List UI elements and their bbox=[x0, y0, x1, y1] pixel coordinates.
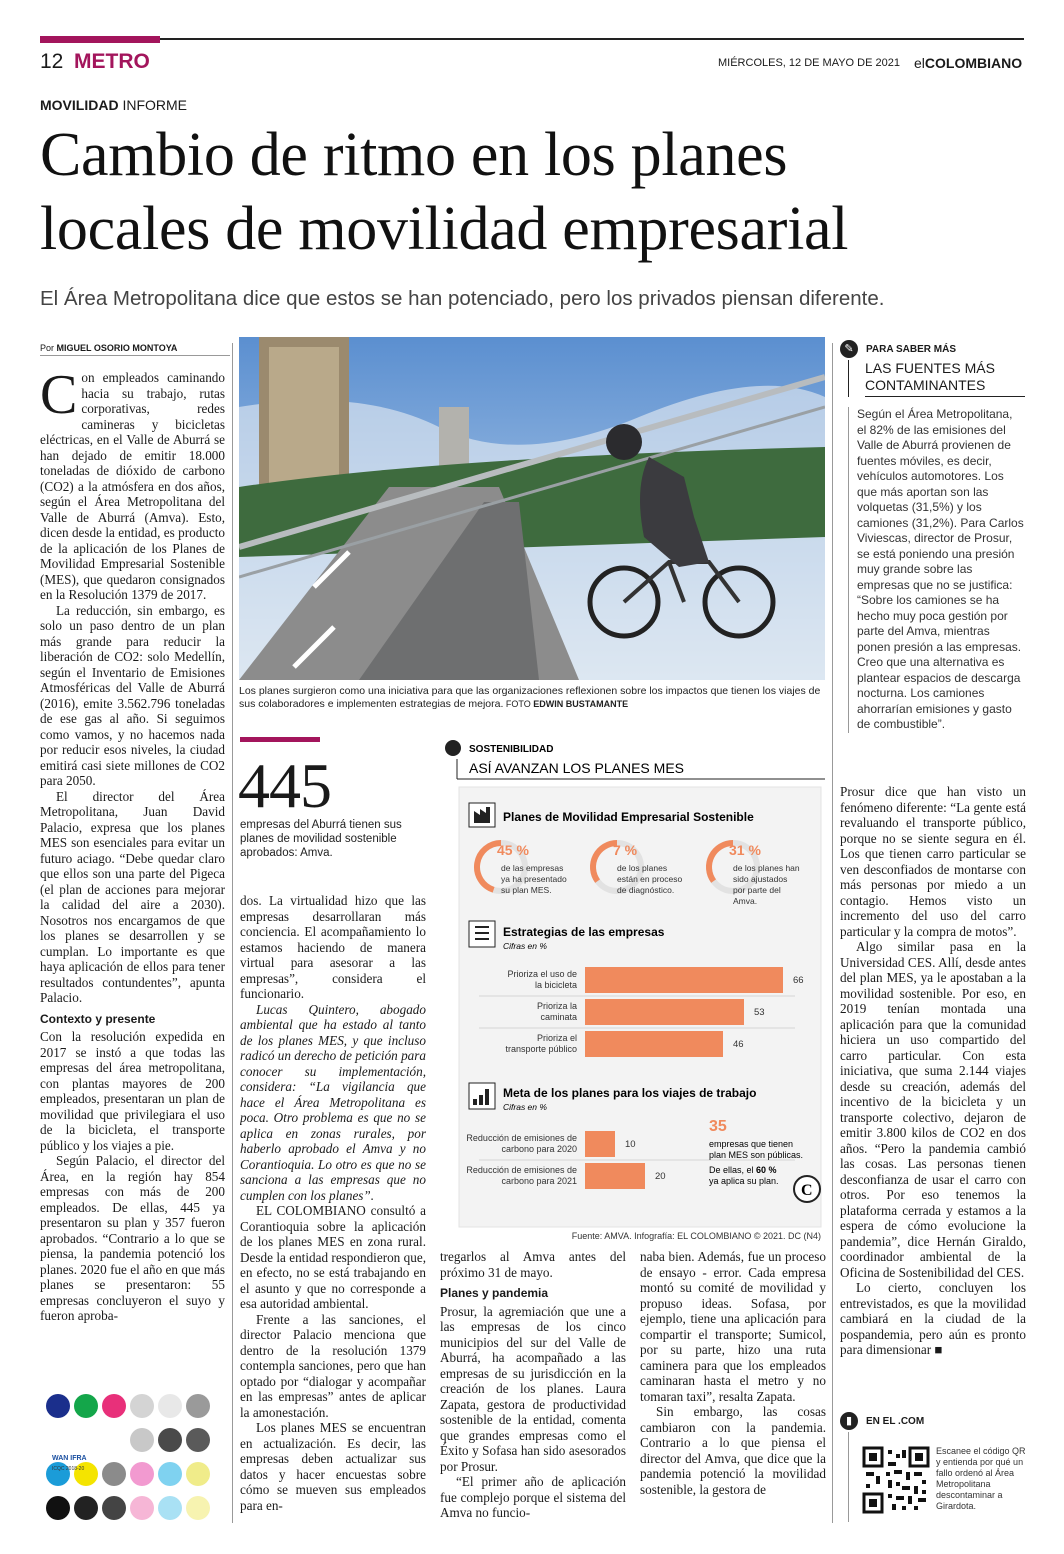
section2-subtitle: Cifras en % bbox=[503, 941, 547, 951]
main-photo bbox=[239, 337, 825, 680]
bar-label: transporte público bbox=[505, 1044, 577, 1054]
color-swatch bbox=[102, 1462, 126, 1486]
pin-icon: ✎ bbox=[840, 340, 858, 358]
column-rule-1 bbox=[232, 343, 233, 1523]
qr-code-icon[interactable] bbox=[862, 1446, 930, 1514]
color-swatch bbox=[130, 1428, 154, 1452]
color-swatch bbox=[102, 1394, 126, 1418]
infographic-label: SOSTENIBILIDAD bbox=[469, 744, 554, 755]
donut-label: de las empresas bbox=[501, 863, 564, 873]
color-swatch bbox=[158, 1428, 182, 1452]
bar-label: Reducción de emisiones de bbox=[466, 1165, 577, 1175]
bar bbox=[585, 967, 783, 993]
print-cert: ICQC 2018-20 bbox=[52, 1466, 85, 1472]
donut-label: por parte del bbox=[733, 885, 781, 895]
section3-title: Meta de los planes para los viajes de trabajo bbox=[503, 1086, 757, 1100]
column-rule-2 bbox=[832, 343, 833, 1523]
bar-value: 53 bbox=[754, 1007, 765, 1018]
bar bbox=[585, 999, 744, 1025]
page-number: 12 bbox=[40, 50, 64, 73]
bar bbox=[585, 1131, 615, 1157]
article-column-3: tregarlos al Amva antes del próximo 31 de mayo. Planes y pandemia Prosur, la agremiación que une a las empresas de los cinco municipios del sur del Valle de Aburrá, ha acompañado a las empresas de su jurisdicción en la creación de los planes. Laura Zapata, gestora de productividad sostenible de la entidad, comenta que grandes empresas como el Éxito y Sofasa han sido asesorados por Prosur. “El primer año de aplicación fue complejo porque el sistema del Amva no funcio- bbox=[440, 1249, 626, 1519]
bar-value: 46 bbox=[733, 1039, 744, 1050]
donut-value: 31 % bbox=[729, 842, 761, 858]
bar-label: Prioriza el uso de bbox=[507, 969, 577, 979]
issue-date: MIÉRCOLES, 12 DE MAYO DE 2021 bbox=[718, 57, 900, 69]
callout-number: 35 bbox=[709, 1118, 727, 1135]
web-label: EN EL .COM bbox=[866, 1415, 925, 1427]
tree-icon bbox=[445, 740, 461, 756]
print-color-bar bbox=[44, 1392, 224, 1528]
bar-value: 10 bbox=[625, 1139, 636, 1150]
stat-number: 445 bbox=[238, 750, 331, 821]
infographic-source: Fuente: AMVA. Infografía: EL COLOMBIANO © 2021. DC (N4) bbox=[571, 1231, 821, 1241]
donut-value: 7 % bbox=[613, 842, 638, 858]
bar-label: carbono para 2021 bbox=[501, 1176, 577, 1186]
section3-subtitle: Cifras en % bbox=[503, 1102, 547, 1112]
donut-value: 45 % bbox=[497, 842, 529, 858]
color-swatch bbox=[74, 1394, 98, 1418]
byline-rule bbox=[40, 355, 230, 356]
color-swatch bbox=[130, 1496, 154, 1520]
donut-label: ya ha presentado bbox=[501, 874, 567, 884]
bar-label: carbono para 2020 bbox=[501, 1144, 577, 1154]
donut-label: de diagnóstico. bbox=[617, 885, 675, 895]
donut-label: Amva. bbox=[733, 896, 758, 906]
donut-label: sido ajustados bbox=[733, 874, 788, 884]
top-rule-accent bbox=[40, 36, 160, 43]
web-text: Escanee el código QR y entienda por qué un fallo ordenó al Área Metropolitana descontaminar a Girardota. bbox=[936, 1446, 1026, 1511]
newspaper-brand: elCOLOMBIANO bbox=[914, 55, 1023, 71]
cyclist-photo-illustration bbox=[239, 337, 825, 680]
color-swatch bbox=[158, 1496, 182, 1520]
bar bbox=[585, 1031, 723, 1057]
sidebar-label: PARA SABER MÁS bbox=[866, 343, 957, 355]
color-swatch bbox=[130, 1462, 154, 1486]
web-box bbox=[840, 1412, 1026, 1511]
headline: Cambio de ritmo en los planes locales de movilidad empresarial bbox=[40, 121, 849, 263]
bar-value: 66 bbox=[793, 975, 804, 986]
color-swatch bbox=[158, 1462, 182, 1486]
article-column-1: Con empleados caminando hacia su trabajo, rutas corporativas, redes camineras y bicicletas eléctricas, en el Valle de Aburrá se han dejado de emitir 18.000 toneladas de dióxido de carbono (CO2) a la atmósfera en dos años, según el Área Metropolitana del Valle de Aburrá (Amva). Esto, dicen desde la entidad, es producto de la aplicación de los Planes de Movilidad Empresarial Sostenible (MES), que quedaron consignados en la Resolución 1379 de 2017. La reducción, sin embargo, es solo un paso dentro de un plan más grande para reducir la liberación de CO2: solo Medellín, según el Inventario de Emisiones Atmosféricas del Valle de Aburrá (2016), emite 3.562.796 toneladas de ese gas al año. Si seguimos como vamos, y no hacemos nada por reducir esos niveles, la ciudad emitirá casi siete millones de CO2 para 2050. El director del Área Metropolitana, Juan David Palacio, expresa que los planes MES son esenciales para evitar un futuro aciago. “Debe quedar claro que ellos son una parte del Pigeca (el plan de acciones para mejorar la calidad del aire a 2030). Nosotros nos encargamos de que los planes se desarrollen y se cumplan. Lo importante es que haya aplicación de ellos para tener resultados contundentes”, apunta Palacio. Contexto y presente Con la resolución expedida en 2017 se instó a que todas las empresas del área metropolitana, con plantas mayores de 200 empleados, presentaran un plan de movilidad que privilegiara el uso de la bicicleta, el transporte público y los viajes a pie. Según Palacio, el director del Área, en la región hay 854 empresas con más de 200 empleados. De ellas, 445 ya presentaron su plan y 357 fueron aprobados. “Contrario a lo que se piensa, la pandemia potenció los planes. 2020 fue el año en que más planes se presentaron: 55 empresas concluyeron el suyo y fueron aproba- bbox=[40, 370, 225, 1323]
callout-text-2: De ellas, el 60 % bbox=[709, 1165, 777, 1175]
photo-caption: Los planes surgieron como una iniciativa para que las organizaciones reflexionen sobre los impactos que tienen los viajes de sus colaboradores e implementen estrategias de mejora. FOTO EDWIN BUSTAMANTE bbox=[239, 685, 821, 710]
bar-value: 20 bbox=[655, 1171, 666, 1182]
section2-title: Estrategias de las empresas bbox=[503, 925, 665, 939]
bar bbox=[585, 1163, 645, 1189]
color-swatch bbox=[186, 1394, 210, 1418]
color-swatch bbox=[46, 1394, 70, 1418]
infographic bbox=[439, 739, 825, 1245]
deck: El Área Metropolitana dice que estos se han potenciado, pero los privados piensan diferente. bbox=[40, 287, 885, 310]
article-column-5: Prosur dice que han visto un fenómeno diferente: “La gente está revaluando el transporte público, porque no se siente segura en él. Los que tienen carro particular se ven desconfiados de montarse con más personas por miedo a un contagio. Hemos visto un incremento del uso del carro particular y la compra de motos”. Algo similar pasa en la Universidad CES. Allí, desde antes del plan MES, ya le apostaban a la movilidad sostenible. Por eso, en 2019 tenían montada una aplicación para que la comunidad hiciera un uso compartido del carro particular. Con esta iniciativa, que suma 2.144 viajes desde su creación, además del incentivo de la bicicleta y un transporte colectivo, dejaron de emitir 3.800 kilos de CO2 en dos años. “Pero la pandemia cambió las cosas. Las personas tienen desconfianza de usar el carro con otros. Por eso tenemos la plataforma cerrada y estamos a la espera de cómo evolucione la pandemia”, dice Hernán Giraldo, coordinador ambiental de la Oficina de Sostenibilidad del CES. Lo cierto, concluyen los entrevistados, es que la movilidad cambiará en la ciudad de la pospandemia, pero aún es pronto para dimensionar ■ bbox=[840, 784, 1026, 1357]
color-swatch bbox=[158, 1394, 182, 1418]
phone-icon: ▮ bbox=[840, 1412, 858, 1430]
stat-text: empresas del Aburrá tienen sus planes de movilidad sostenible aprobados: Amva. bbox=[240, 819, 402, 859]
bar-label: Reducción de emisiones de bbox=[466, 1133, 577, 1143]
subhead-pandemia: Planes y pandemia bbox=[440, 1286, 549, 1300]
section-name: METRO bbox=[74, 50, 150, 73]
color-swatch bbox=[186, 1462, 210, 1486]
bar-label: Prioriza la bbox=[536, 1001, 577, 1011]
color-swatch bbox=[186, 1428, 210, 1452]
web-box-rule bbox=[848, 1432, 849, 1522]
article-column-4: naba bien. Además, fue un proceso de ensayo - error. Cada empresa montó su comité de movilidad y propuso ideas. Sofasa, por ejemplo, tiene una aplicación para compartir el transporte; Sumicol, por su parte, hizo una ruta caminera para que los empleados caminaran hasta el metro y no tomaran taxi”, resalta Zapata. Sin embargo, las cosas cambiaron con la pandemia. Contrario a lo que piensa el director del Amva, que dice que la pandemia potenció la movilidad sostenible, la gestora de bbox=[640, 1249, 826, 1497]
subhead-contexto: Contexto y presente bbox=[40, 1011, 156, 1026]
bar-label: caminata bbox=[540, 1012, 577, 1022]
svg-text:C: C bbox=[801, 1182, 813, 1199]
donut-label: de los planes han bbox=[733, 863, 800, 873]
donut-label: su plan MES. bbox=[501, 885, 552, 895]
color-swatch bbox=[102, 1496, 126, 1520]
bar-label: Prioriza el bbox=[536, 1033, 577, 1043]
sidebar-title: LAS FUENTES MÁS CONTAMINANTES bbox=[865, 360, 1025, 397]
sidebar-box bbox=[840, 340, 1025, 733]
callout-text-1: empresas que tienen plan MES son públicas. bbox=[709, 1139, 804, 1160]
sidebar-body: Según el Área Metropolitana, el 82% de las emisiones del Valle de Aburrá provienen de fuentes móviles, es decir, vehículos automotores. Los que más aportan son las volquetas (31,5%) y los camiones (31,2%). Para Carlos Viviescas, director de Prosur, se está poniendo una presión muy grande sobre las empresas que no se justifica: “Sobre los camiones se ha hecho muy poca gestión por parte del Amva, mientras ponen presión a las empresas. Creo que una alternativa es plantear espacios de descarga nocturna. Los camiones ahorrarían emisiones y gasto de combustible”. bbox=[848, 407, 1025, 733]
drop-cap: C bbox=[40, 370, 78, 426]
color-swatch bbox=[74, 1496, 98, 1520]
color-swatch bbox=[130, 1394, 154, 1418]
print-logo: WAN IFRA bbox=[52, 1455, 87, 1462]
article-column-2: dos. La virtualidad hizo que las empresas desarrollaran más conciencia. El acompañamiento lo estamos haciendo de manera virtual para asesorar a las empresas”, considera el funcionario. Lucas Quintero, abogado ambiental que ha estado al tanto de los planes MES, y que incluso radicó un derecho de petición para conocer su implementación, considera: “La vigilancia que hace el Área Metropolitana es poca. Otro problema es que no se aplica en zonas rurales, por haberlo aprobado el Amva y no Corantioquia. Lo otro es que no se sanciona a las empresas que no cumplen con los planes”. EL COLOMBIANO consultó a Corantioquia sobre la aplicación de los planes MES en zona rural. Desde la entidad respondieron que, en efecto, no se está trabajando en el asunto y que no corresponde a esa autoridad ambiental. Frente a las sanciones, el director Palacio menciona que dentro de la resolución 1379 contempla sanciones, pero que han optado por “dialogar y acompañar en las empresas” antes de aplicar la amonestación. Los planes MES se encuentran en actualización. Es decir, las empresas deben actualizar sus datos y hacer encuestas sobre cómo se mueven sus empleados para en- bbox=[240, 893, 426, 1513]
color-swatch bbox=[186, 1496, 210, 1520]
stat-rule bbox=[240, 737, 320, 742]
callout-text-3: ya aplica su plan. bbox=[709, 1176, 779, 1186]
top-rule bbox=[40, 38, 1024, 40]
infographic-header bbox=[445, 740, 825, 779]
donut-label: están en proceso bbox=[617, 874, 683, 884]
donut-label: de los planes bbox=[617, 863, 668, 873]
kicker: MOVILIDAD INFORME bbox=[40, 97, 188, 113]
infographic-svg bbox=[439, 739, 825, 1245]
section1-title: Planes de Movilidad Empresarial Sostenible bbox=[503, 810, 754, 824]
color-swatch bbox=[46, 1496, 70, 1520]
bar-label: la bicicleta bbox=[534, 980, 577, 990]
infographic-title: ASÍ AVANZAN LOS PLANES MES bbox=[469, 760, 684, 776]
byline: Por MIGUEL OSORIO MONTOYA bbox=[40, 343, 178, 353]
